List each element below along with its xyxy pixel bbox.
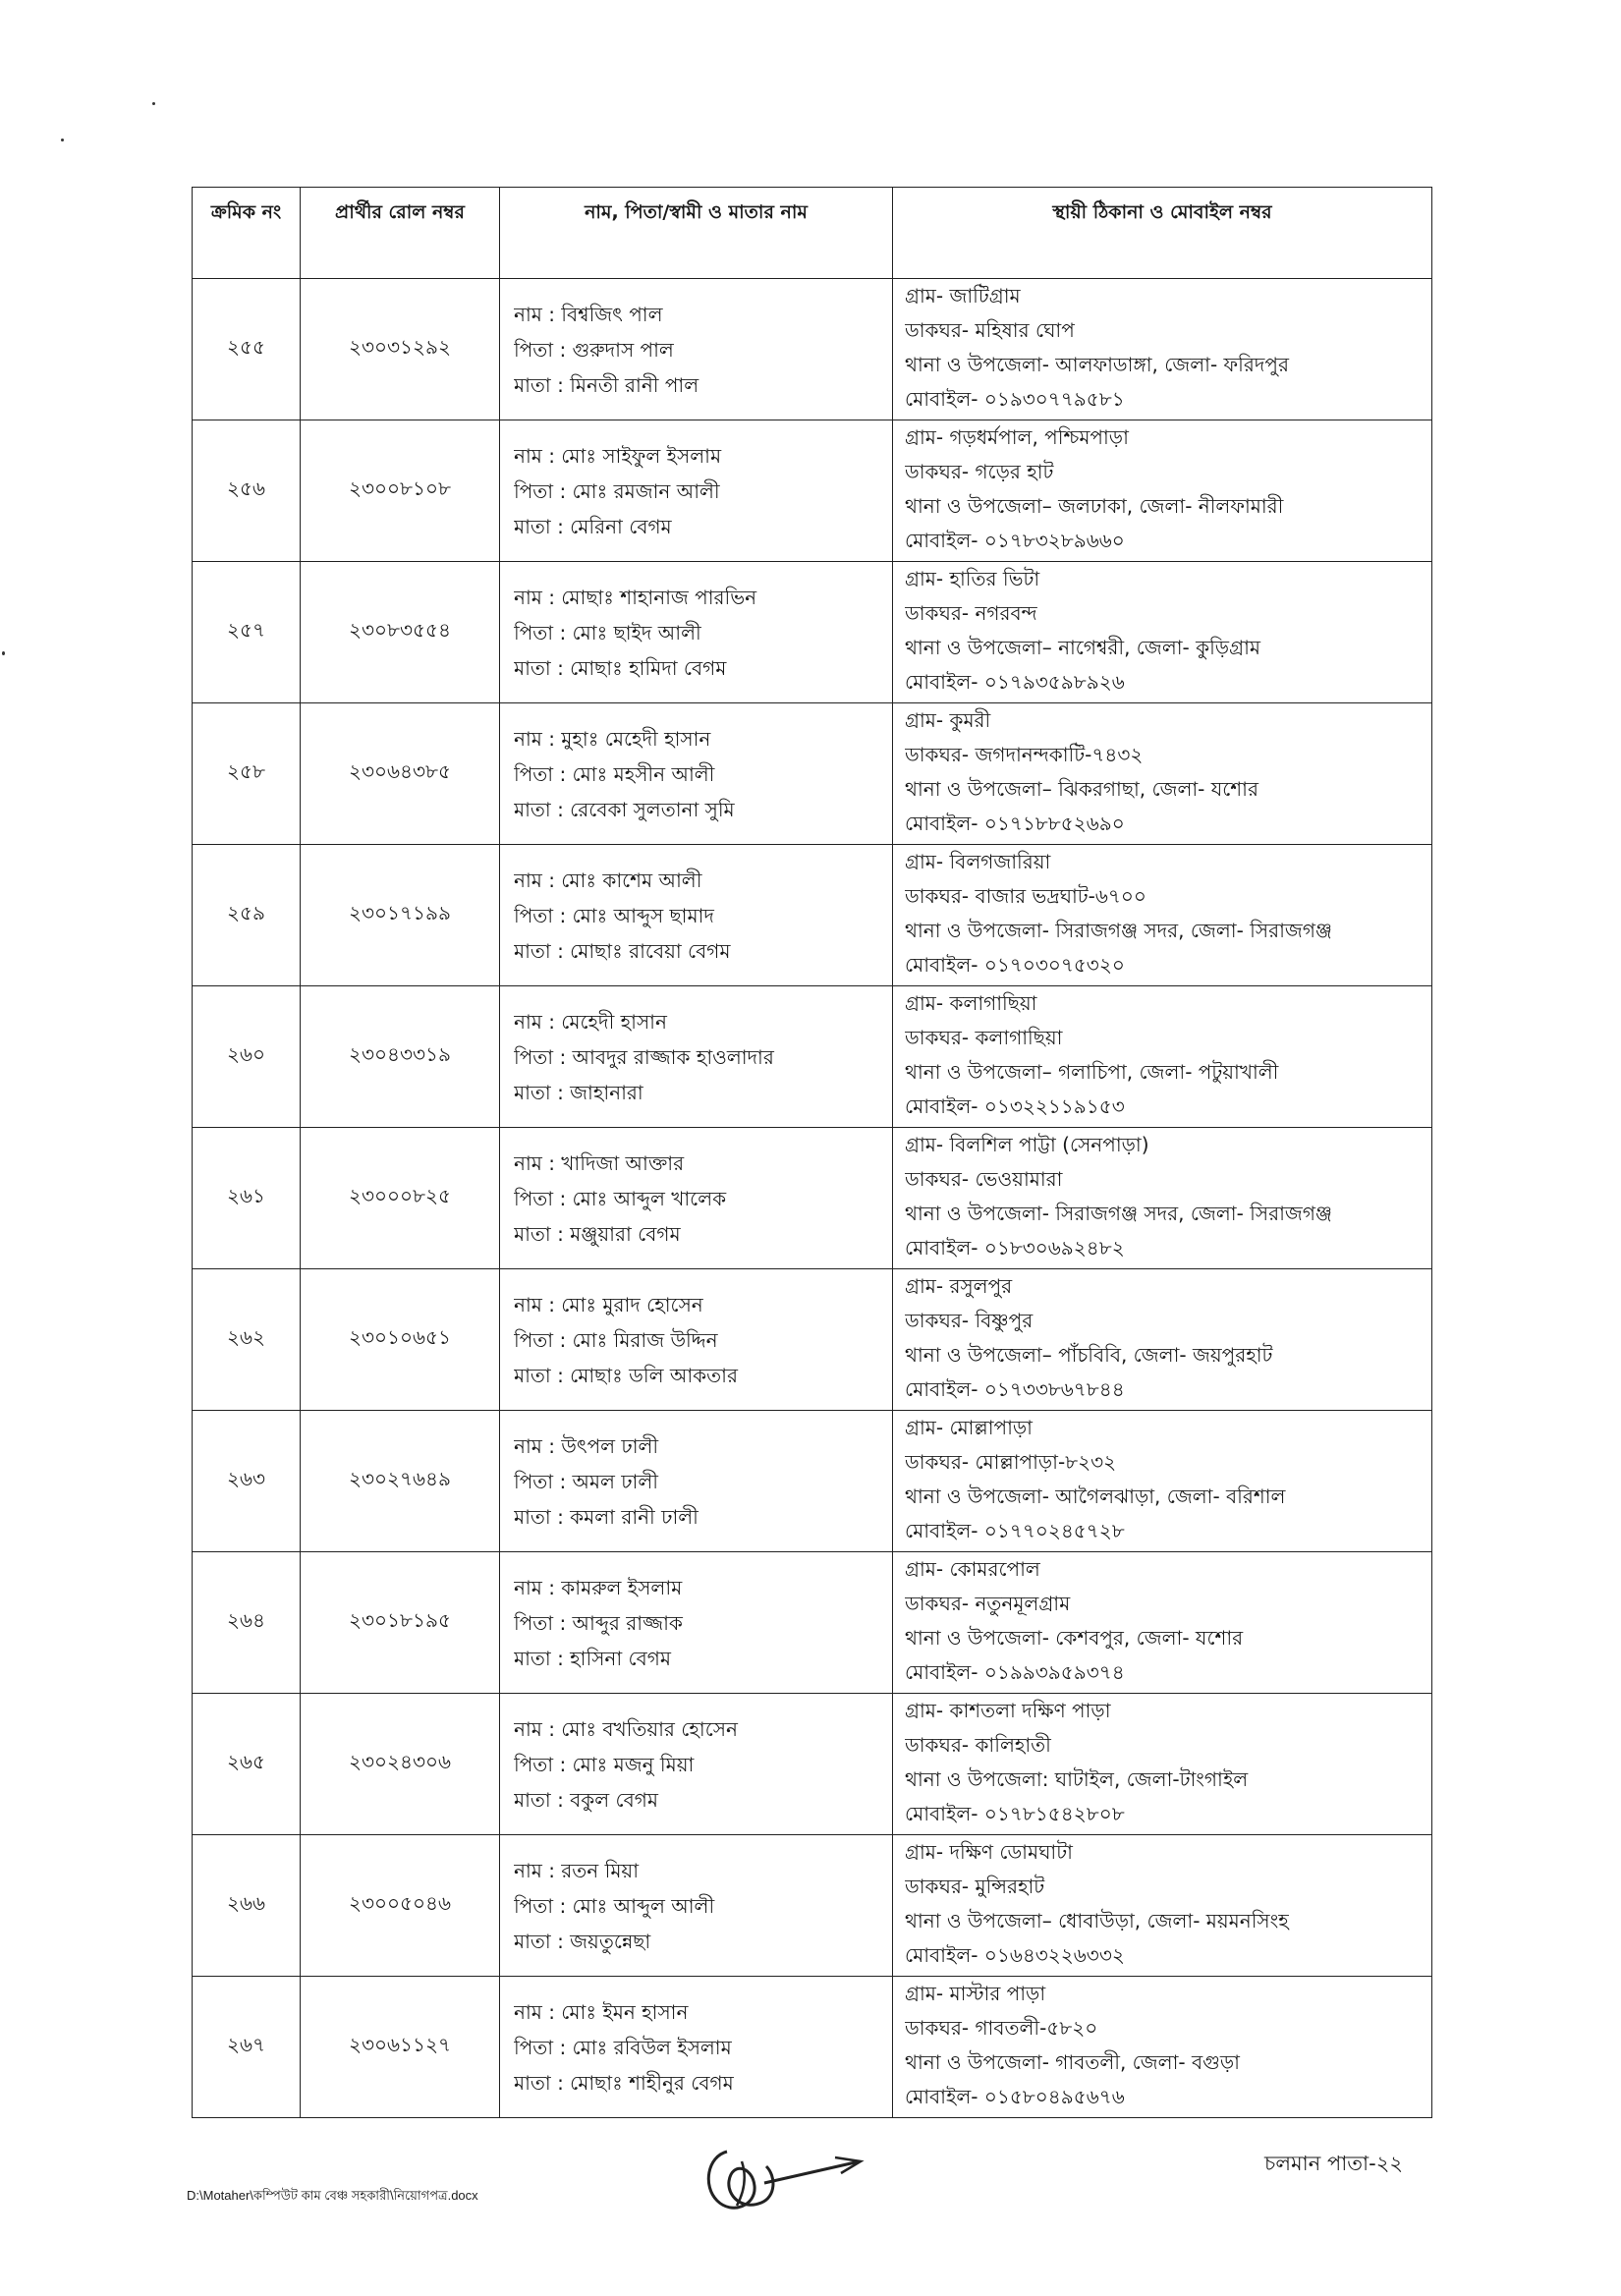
roll-cell: ২৩০৬১১২৭ <box>301 1977 500 2118</box>
address-mobile: মোবাইল- ০১৭৭০২৪৫৭২৮ <box>905 1519 1125 1542</box>
address-thana: থানা ও উপজেলা- কেশবপুর, জেলা- যশোর <box>905 1626 1244 1650</box>
person-name: নাম : মোঃ বখতিয়ার হোসেন <box>514 1716 738 1741</box>
person-father: পিতা : মোঃ মজনু মিয়া <box>514 1752 695 1776</box>
person-cell <box>500 1977 893 2118</box>
person-cell <box>500 1128 893 1269</box>
address-thana: থানা ও উপজেলা- আলফাডাঙ্গা, জেলা- ফরিদপুর <box>905 353 1289 376</box>
serial-cell: ২৬০ <box>193 986 301 1128</box>
serial-cell: ২৫৯ <box>193 845 301 986</box>
address-village: গ্রাম- বিলশিল পাট্টা (সেনপাড়া) <box>905 1133 1149 1156</box>
header-serial: ক্রমিক নং <box>193 188 301 279</box>
serial-cell: ২৫৭ <box>193 562 301 703</box>
person-father: পিতা : মোঃ আব্দুস ছামাদ <box>514 903 714 927</box>
person-mother: মাতা : জয়তুন্নেছা <box>514 1929 651 1953</box>
person-mother: মাতা : হাসিনা বেগম <box>514 1646 671 1670</box>
serial-cell: ২৬৫ <box>193 1694 301 1835</box>
address-mobile: মোবাইল- ০১৭৩৩৮৬৭৮৪৪ <box>905 1377 1125 1401</box>
person-cell <box>500 1269 893 1411</box>
person-father: পিতা : আব্দুর রাজ্জাক <box>514 1610 683 1635</box>
person-name: নাম : মোঃ কাশেম আলী <box>514 868 702 892</box>
scan-speck <box>152 102 155 105</box>
address-village: গ্রাম- গড়ধর্মপাল, পশ্চিমপাড়া <box>905 425 1129 449</box>
person-name: নাম : উৎপল ঢালী <box>514 1433 659 1458</box>
person-cell <box>500 986 893 1128</box>
person-mother: মাতা : মোছাঃ ডলি আকতার <box>514 1363 738 1387</box>
address-cell <box>893 1411 1432 1552</box>
person-father: পিতা : আবদুর রাজ্জাক হাওলাদার <box>514 1044 774 1069</box>
person-cell <box>500 420 893 562</box>
address-mobile: মোবাইল- ০১৭১৮৮৫২৬৯০ <box>905 812 1125 835</box>
address-thana: থানা ও উপজেলা– ঝিকরগাছা, জেলা- যশোর <box>905 777 1258 801</box>
address-mobile: মোবাইল- ০১৭০৩০৭৫৩২০ <box>905 953 1125 977</box>
address-cell <box>893 1269 1432 1411</box>
serial-cell: ২৬৭ <box>193 1977 301 2118</box>
address-village: গ্রাম- বিলগজারিয়া <box>905 850 1051 873</box>
address-village: গ্রাম- কোমরপোল <box>905 1557 1040 1581</box>
header-address: স্থায়ী ঠিকানা ও মোবাইল নম্বর <box>893 188 1432 279</box>
table-row <box>193 1411 1432 1552</box>
roll-cell: ২৩০১৭১৯৯ <box>301 845 500 986</box>
address-thana: থানা ও উপজেলা- আগৈলঝাড়া, জেলা- বরিশাল <box>905 1484 1286 1508</box>
address-post: ডাকঘর- কালিহাতী <box>905 1733 1051 1757</box>
person-father: পিতা : অমল ঢালী <box>514 1469 658 1493</box>
table-row <box>193 1552 1432 1694</box>
address-mobile: মোবাইল- ০১৭৯৩৫৯৮৯২৬ <box>905 670 1125 694</box>
address-cell <box>893 420 1432 562</box>
person-father: পিতা : মোঃ মহসীন আলী <box>514 761 715 786</box>
serial-cell: ২৬৪ <box>193 1552 301 1694</box>
address-mobile: মোবাইল- ০১৭৮৩২৮৯৬৬০ <box>905 529 1125 552</box>
person-cell <box>500 1694 893 1835</box>
address-thana: থানা ও উপজেলা: ঘাটাইল, জেলা-টাংগাইল <box>905 1767 1249 1791</box>
table-row <box>193 420 1432 562</box>
address-cell <box>893 562 1432 703</box>
person-father: পিতা : মোঃ ছাইদ আলী <box>514 620 701 644</box>
table-row <box>193 562 1432 703</box>
person-cell <box>500 1411 893 1552</box>
serial-cell: ২৬২ <box>193 1269 301 1411</box>
address-thana: থানা ও উপজেলা- সিরাজগঞ্জ সদর, জেলা- সিরাজগঞ্জ <box>905 1202 1333 1225</box>
person-name: নাম : মোঃ মুরাদ হোসেন <box>514 1292 703 1316</box>
person-mother: মাতা : মোছাঃ রাবেয়া বেগম <box>514 938 731 963</box>
table-row <box>193 1835 1432 1977</box>
address-post: ডাকঘর- মহিষার ঘোপ <box>905 318 1075 342</box>
roll-cell: ২৩০০৮১০৮ <box>301 420 500 562</box>
person-mother: মাতা : মোছাঃ শাহীনুর বেগম <box>514 2070 734 2095</box>
address-mobile: মোবাইল- ০১৩২২১১৯১৫৩ <box>905 1094 1125 1118</box>
table-row <box>193 1128 1432 1269</box>
address-village: গ্রাম- জাটিগ্রাম <box>905 284 1021 308</box>
serial-cell: ২৬১ <box>193 1128 301 1269</box>
person-mother: মাতা : মেরিনা বেগম <box>514 514 672 538</box>
address-village: গ্রাম- কলাগাছিয়া <box>905 991 1037 1015</box>
address-post: ডাকঘর- মোল্লাপাড়া-৮২৩২ <box>905 1450 1117 1474</box>
roll-cell: ২৩০৪৩৩১৯ <box>301 986 500 1128</box>
address-post: ডাকঘর- মুন্সিরহাট <box>905 1875 1045 1898</box>
address-thana: থানা ও উপজেলা– জলঢাকা, জেলা- নীলফামারী <box>905 494 1284 518</box>
person-name: নাম : মোঃ ইমন হাসান <box>514 1999 689 2024</box>
table-row <box>193 279 1432 420</box>
address-thana: থানা ও উপজেলা- সিরাজগঞ্জ সদর, জেলা- সিরাজগঞ্জ <box>905 919 1333 942</box>
roll-cell: ২৩০২৪৩০৬ <box>301 1694 500 1835</box>
person-name: নাম : মোঃ সাইফুল ইসলাম <box>514 443 722 468</box>
person-father: পিতা : মোঃ মিরাজ উদ্দিন <box>514 1327 718 1352</box>
address-post: ডাকঘর- বিষ্ণুপুর <box>905 1309 1034 1332</box>
header-roll: প্রার্থীর রোল নম্বর <box>301 188 500 279</box>
roll-cell: ২৩০২৭৬৪৯ <box>301 1411 500 1552</box>
person-mother: মাতা : মিনতী রানী পাল <box>514 372 699 397</box>
serial-cell: ২৬৬ <box>193 1835 301 1977</box>
person-cell <box>500 1552 893 1694</box>
address-post: ডাকঘর- গাবতলী-৫৮২০ <box>905 2016 1098 2040</box>
serial-cell: ২৫৫ <box>193 279 301 420</box>
person-name: নাম : মোছাঃ শাহানাজ পারভিন <box>514 585 757 609</box>
serial-cell: ২৫৬ <box>193 420 301 562</box>
address-post: ডাকঘর- জগদানন্দকাটি-৭৪৩২ <box>905 743 1144 766</box>
table-row <box>193 845 1432 986</box>
person-mother: মাতা : রেবেকা সুলতানা সুমি <box>514 797 735 821</box>
person-mother: মাতা : বকুল বেগম <box>514 1787 659 1812</box>
person-name: নাম : বিশ্বজিৎ পাল <box>514 302 663 326</box>
address-post: ডাকঘর- বাজার ভদ্রঘাট-৬৭০০ <box>905 884 1146 908</box>
serial-cell: ২৫৮ <box>193 703 301 845</box>
address-post: ডাকঘর- কলাগাছিয়া <box>905 1026 1063 1049</box>
address-cell <box>893 703 1432 845</box>
address-cell <box>893 1128 1432 1269</box>
person-name: নাম : কামরুল ইসলাম <box>514 1575 683 1599</box>
address-cell <box>893 986 1432 1128</box>
table-row <box>193 1977 1432 2118</box>
address-village: গ্রাম- কাশতলা দক্ষিণ পাড়া <box>905 1699 1111 1722</box>
address-cell <box>893 1694 1432 1835</box>
address-cell <box>893 845 1432 986</box>
address-village: গ্রাম- রসুলপুর <box>905 1274 1013 1298</box>
table-row <box>193 986 1432 1128</box>
header-name: নাম, পিতা/স্বামী ও মাতার নাম <box>500 188 893 279</box>
person-father: পিতা : মোঃ আব্দুল খালেক <box>514 1186 727 1210</box>
signature <box>688 2132 865 2224</box>
address-cell <box>893 1835 1432 1977</box>
roll-cell: ২৩০০৫০৪৬ <box>301 1835 500 1977</box>
person-cell <box>500 1835 893 1977</box>
signature-scribble <box>688 2132 865 2220</box>
address-post: ডাকঘর- নগরবন্দ <box>905 601 1037 625</box>
person-name: নাম : খাদিজা আক্তার <box>514 1150 685 1175</box>
address-mobile: মোবাইল- ০১৯৩০৭৭৯৫৮১ <box>905 387 1125 411</box>
address-mobile: মোবাইল- ০১৫৮০৪৯৫৬৭৬ <box>905 2085 1125 2108</box>
address-thana: থানা ও উপজেলা– নাগেশ্বরী, জেলা- কুড়িগ্রাম <box>905 636 1260 659</box>
address-post: ডাকঘর- গড়ের হাট <box>905 460 1054 483</box>
address-thana: থানা ও উপজেলা– পাঁচবিবি, জেলা- জয়পুরহাট <box>905 1343 1273 1367</box>
file-path: D:\Motaher\কম্পিউট কাম বেঞ্চ সহকারী\নিয়োগপত্র.docx <box>187 2188 478 2203</box>
table-header-row <box>193 188 1432 279</box>
roll-cell: ২৩০০০৮২৫ <box>301 1128 500 1269</box>
roll-cell: ২৩০৮৩৫৫৪ <box>301 562 500 703</box>
address-mobile: মোবাইল- ০১৮৩০৬৯২৪৮২ <box>905 1236 1125 1260</box>
address-mobile: মোবাইল- ০১৭৮১৫৪২৮০৮ <box>905 1802 1125 1825</box>
address-cell <box>893 1552 1432 1694</box>
person-cell <box>500 279 893 420</box>
person-mother: মাতা : মঞ্জুয়ারা বেগম <box>514 1221 681 1246</box>
table-body <box>193 279 1432 2118</box>
table-row <box>193 703 1432 845</box>
serial-cell: ২৬৩ <box>193 1411 301 1552</box>
roll-cell: ২৩০৩১২৯২ <box>301 279 500 420</box>
scan-speck <box>2 651 5 655</box>
person-cell <box>500 703 893 845</box>
person-name: নাম : মুহাঃ মেহেদী হাসান <box>514 726 711 751</box>
address-mobile: মোবাইল- ০১৯৯৩৯৫৯৩৭৪ <box>905 1660 1125 1684</box>
address-village: গ্রাম- মোল্লাপাড়া <box>905 1416 1033 1439</box>
continued-page-label: চলমান পাতা-২২ <box>1264 2152 1404 2175</box>
address-post: ডাকঘর- ভেওয়ামারা <box>905 1167 1063 1191</box>
person-cell <box>500 845 893 986</box>
person-father: পিতা : মোঃ আব্দুল আলী <box>514 1893 715 1918</box>
roll-cell: ২৩০১০৬৫১ <box>301 1269 500 1411</box>
address-thana: থানা ও উপজেলা- গাবতলী, জেলা- বগুড়া <box>905 2050 1240 2074</box>
address-cell <box>893 279 1432 420</box>
address-cell <box>893 1977 1432 2118</box>
address-village: গ্রাম- দক্ষিণ ডোমঘাটা <box>905 1840 1073 1864</box>
person-father: পিতা : মোঃ রমজান আলী <box>514 478 720 503</box>
table-row <box>193 1694 1432 1835</box>
address-village: গ্রাম- মাস্টার পাড়া <box>905 1982 1046 2005</box>
address-village: গ্রাম- কুমরী <box>905 708 991 732</box>
person-mother: মাতা : জাহানারা <box>514 1080 643 1104</box>
person-name: নাম : মেহেদী হাসান <box>514 1009 667 1034</box>
scan-speck <box>61 139 64 141</box>
address-village: গ্রাম- হাতির ভিটা <box>905 567 1040 590</box>
table-row <box>193 1269 1432 1411</box>
address-thana: থানা ও উপজেলা– গলাচিপা, জেলা- পটুয়াখালী <box>905 1060 1279 1084</box>
person-father: পিতা : মোঃ রবিউল ইসলাম <box>514 2035 732 2059</box>
person-mother: মাতা : কমলা রানী ঢালী <box>514 1504 699 1529</box>
person-name: নাম : রতন মিয়া <box>514 1858 640 1882</box>
person-father: পিতা : গুরুদাস পাল <box>514 337 674 362</box>
address-thana: থানা ও উপজেলা– ধোবাউড়া, জেলা- ময়মনসিংহ <box>905 1909 1289 1932</box>
roll-cell: ২৩০১৮১৯৫ <box>301 1552 500 1694</box>
roll-cell: ২৩০৬৪৩৮৫ <box>301 703 500 845</box>
address-post: ডাকঘর- নতুনমূলগ্রাম <box>905 1592 1071 1615</box>
address-mobile: মোবাইল- ০১৬৪৩২২৬৩৩২ <box>905 1943 1125 1967</box>
candidate-table <box>192 187 1432 2118</box>
person-cell <box>500 562 893 703</box>
person-mother: মাতা : মোছাঃ হামিদা বেগম <box>514 655 727 680</box>
